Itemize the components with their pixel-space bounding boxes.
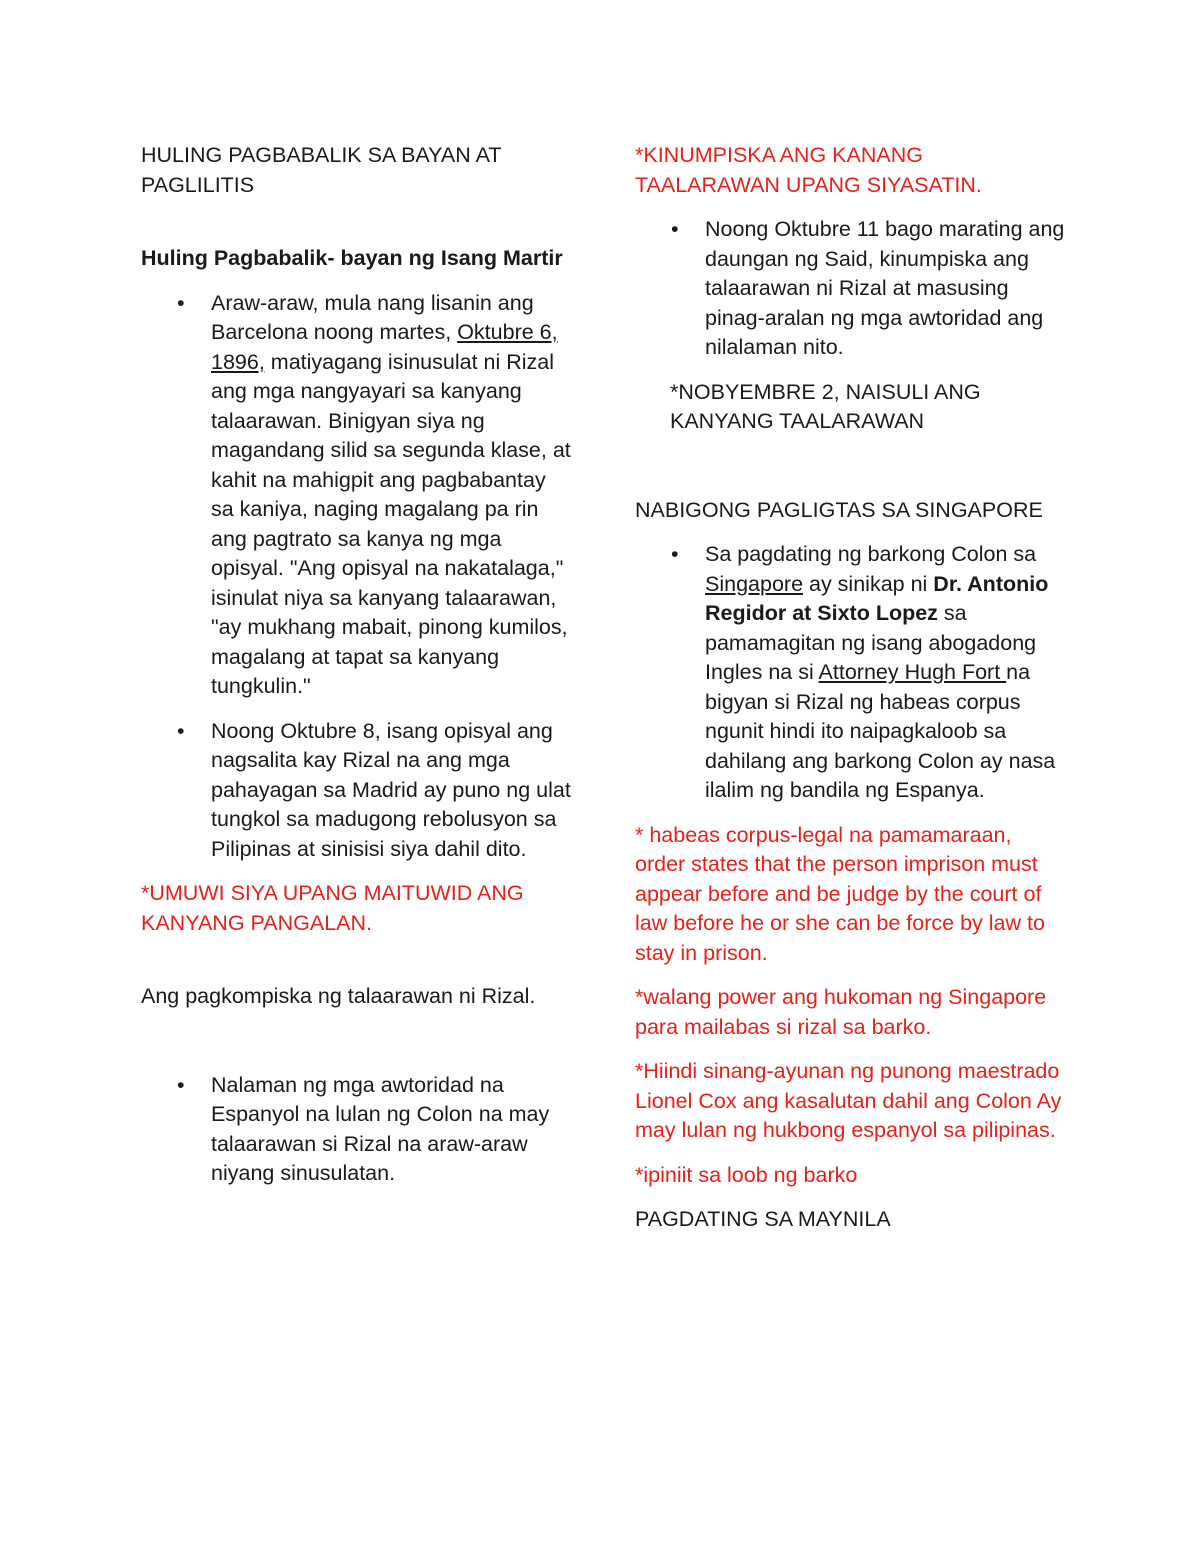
document-title: HULING PAGBABALIK SA BAYAN AT PAGLILITIS [141,143,502,197]
section-heading-pagkompiska: Ang pagkompiska ng talaarawan ni Rizal. [141,984,536,1008]
left-bullet-list-1 [141,289,571,865]
note-ipiniit: *ipiniit sa loob ng barko [635,1162,858,1187]
section-heading-singapore: NABIGONG PAGLIGTAS SA SINGAPORE [635,497,1043,522]
names-bold: Dr. Antonio Regidor at Sixto Lopez [705,571,1049,625]
note-hiindi-sinang-ayunan: *Hiindi sinang-ayunan ng punong maestrado Lionel Cox ang kasalutan dahil ang Colon Ay may lulan ng hukbong espanyol sa pilipinas. [635,1059,1062,1142]
section-subtitle: Huling Pagbabalik- bayan ng Isang Martir [141,246,563,270]
note-walang-power: *walang power ang hukoman ng Singapore para mailabas si rizal sa barko. [635,985,1047,1039]
bullet-text: sa pamamagitan ng isang abogadong Ingles na si [705,601,1037,684]
section-heading-maynila: PAGDATING SA MAYNILA [635,1207,891,1231]
right-bullet-list-1 [635,215,1065,363]
bullet-text: Araw-araw, mula nang lisanin ang Barcelona noong martes, [211,290,534,344]
note-habeas-corpus: * habeas corpus-legal na pamamaraan, order states that the person imprison must appear before and be judge by the court of law before he or she can be force by law to stay in prison. [635,822,1045,965]
bullet-text: matiyagang isinusulat ni Rizal ang mga nangyayari sa kanyang talaarawan. Binigyan siya ng magandang silid sa segunda klase, at kahit na mahigpit ang pagbabantay sa kaniya, naging magalang pa rin ang pagtrato sa kanya ng mga opisyal. "Ang opisyal na nakatalaga," isinulat niya sa kanyang talaarawan, "ay mukhang mabait, pinong kumilos, magalang at tapat sa kanyang tungkulin." [211,349,571,698]
list-item [141,289,571,702]
attorney-link[interactable]: Attorney Hugh Fort [818,660,1007,684]
singapore-link[interactable]: Singapore [705,571,804,596]
right-bullet-list-2 [635,540,1065,806]
list-item: • Nalaman ng mga awtoridad na Espanyol na lulan ng Colon na may talaarawan si Rizal na araw-araw niyang sinusulatan. [141,1071,571,1189]
bullet-text: na bigyan si Rizal ng habeas corpus ngunit hindi ito naipagkaloob sa dahilang ang barkong Colon ay nasa ilalim ng bandila ng Espanya. [705,660,1056,802]
list-item: • Noong Oktubre 11 bago marating ang daungan ng Said, kinumpiska ang talaarawan ni Rizal at masusing pinag-aralan ng mga awtoridad ang nilalaman nito. [635,215,1065,363]
right-column [635,141,1065,1235]
list-item [635,540,1065,806]
note-umuwi: *UMUWI SIYA UPANG MAITUWID ANG KANYANG PANGALAN. [141,881,524,935]
left-column [141,141,571,1189]
date-link[interactable]: Oktubre 6, 1896, [211,320,558,374]
bullet-text: Sa pagdating ng barkong Colon sa [705,542,1037,566]
list-item: • Noong Oktubre 8, isang opisyal ang nagsalita kay Rizal na ang mga pahayagan sa Madrid ay puno ng ulat tungkol sa madugong rebolusyon sa Pilipinas at sinisisi siya dahil dito. [141,717,571,865]
note-kinumpiska: *KINUMPISKA ANG KANANG TAALARAWAN UPANG SIYASATIN. [635,143,982,197]
left-bullet-list-2 [141,1071,571,1189]
note-nobyembre: *NOBYEMBRE 2, NAISULI ANG KANYANG TAALARAWAN [670,379,981,433]
bullet-text: ay sinikap ni [803,571,934,596]
